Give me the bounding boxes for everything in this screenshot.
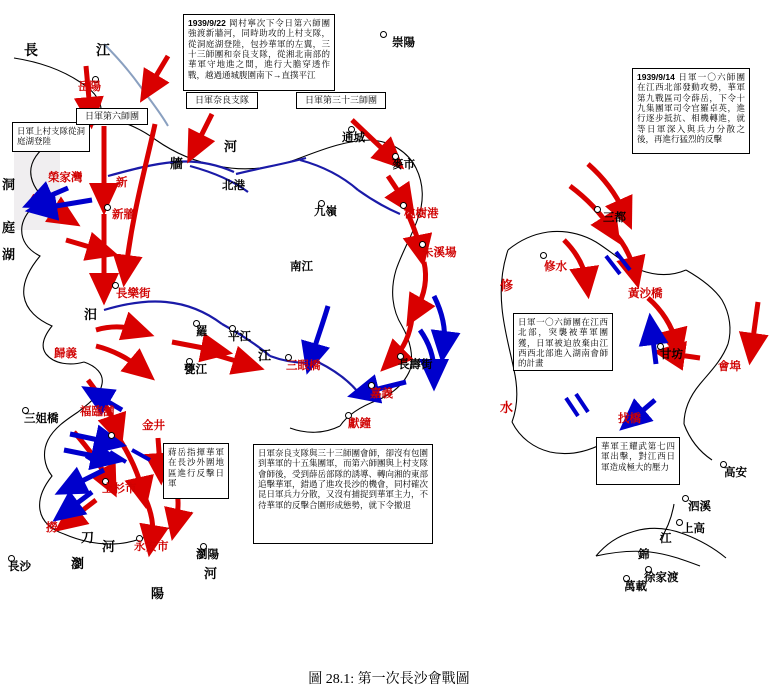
place-label-taoshugang: 桃樹港: [404, 208, 439, 220]
place-label-changshoujie: 長壽街: [398, 359, 433, 371]
place-label-jiayi: 嘉義: [370, 388, 393, 400]
place-label-xianzhong: 獻鐘: [348, 418, 371, 430]
annotation-date: 1939/9/14: [637, 72, 675, 82]
place-dot: [594, 206, 601, 213]
water-label-he2: 河: [102, 539, 116, 554]
place-label-sixi: 泗溪: [688, 501, 711, 513]
place-label-zhuxichang: 朱溪場: [422, 247, 457, 259]
unit-label-33rd-division: 日軍第三十三師團: [296, 92, 386, 109]
place-label-rongjiawan: 榮家灣: [48, 172, 83, 184]
place-label-xinqiang: 新牆: [112, 209, 135, 221]
place-label-changsha: 長沙: [8, 561, 31, 573]
place-label-lao: 撈: [46, 522, 58, 534]
place-label-sanjieqiao: 三姐橋: [24, 413, 59, 425]
place-label-xin: 新: [116, 177, 128, 189]
place-label-sandu: 三都: [603, 212, 626, 224]
annotation-text: 日軍一〇六師團在江西北部發動攻勢，華軍第九戰區司令薛岳，下令十九集團軍司令官羅卓英，進行逐步抵抗、相機轉進，就等日軍深入與兵力分散之後，再進行猛烈的反擊: [637, 72, 745, 145]
water-label-dong: 洞: [2, 177, 16, 192]
place-label-sanyanqiao: 三眼橋: [286, 360, 321, 372]
annotation-text: 日軍奈良支隊與三十三師團會師，卻沒有包圍到華軍的十五集團軍，而第六師團與上村支隊會師後，受到薛岳部隊的誘導、轉向湘的東部追擊華軍，錯過了進攻長沙的機會，同村確次昆日軍兵力分散，又沒有捕捉到華軍主力，不待華軍的反擊合圍形成態勢，就下令撤退: [258, 448, 429, 510]
place-label-guiyi: 歸義: [54, 348, 77, 360]
place-label-maishi: 麥市: [392, 159, 415, 171]
annotation-text: 日軍上村支隊從洞庭湖登陸: [17, 126, 86, 147]
place-dot: [104, 204, 111, 211]
place-label-liuyang-town: 瀏陽: [196, 549, 219, 561]
annotation-wang-yaowu: [596, 437, 680, 485]
place-label-shangshanshi: 上杉市: [102, 483, 137, 495]
annotation-text: 日軍一〇六師團在江西北部，突襲被華軍團獲，日軍被迫放棄由江西西北部進入湖南會師的計畫: [518, 317, 608, 369]
unit-label-6th-division: 日軍第六師團: [76, 108, 148, 125]
place-label-beigang: 北港: [222, 180, 245, 192]
place-label-jiuling: 九嶺: [314, 206, 337, 218]
place-label-yueyang: 岳陽: [78, 81, 101, 93]
place-label-xujiadu: 徐家渡: [644, 572, 679, 584]
water-label-shui: 水: [500, 400, 514, 415]
place-label-ganfang: 甘坊: [660, 349, 683, 361]
place-label-wanzai: 萬載: [624, 581, 647, 593]
place-label-pingjiang: 平江: [228, 331, 251, 343]
water-label-jiang: 江: [96, 42, 110, 58]
place-dot: [108, 432, 115, 439]
water-label-dao: 刀: [81, 530, 95, 545]
annotation-date: 1939/9/22: [188, 18, 226, 28]
place-label-luo: 羅: [196, 326, 208, 338]
place-label-fulinpu: 福臨舖: [80, 406, 115, 418]
water-label-hu: 湖: [2, 247, 16, 262]
place-label-tongcheng: 通城: [342, 132, 365, 144]
place-label-jiang: 江: [660, 533, 672, 545]
place-label-xiushui: 修水: [544, 261, 567, 273]
place-label-huangshaqiao: 黃沙橋: [628, 288, 663, 300]
annotation-okamura-order: [183, 14, 335, 91]
place-label-changlejie: 長樂街: [116, 288, 151, 300]
figure-caption: 圖 28.1: 第一次長沙會戰圖: [308, 672, 470, 687]
place-label-zhaoqiao: 找橋: [618, 413, 641, 425]
annotation-text: 岡村寧次下令日第六師團強渡新牆河，同時助攻的上村支隊，從洞庭湖登陸，包抄華軍的左翼，三十三師團和奈良支隊，從湘北南部的華軍守地進之間，進行大膽穿透作戰，越過通城腹圍南下→直撲平江: [188, 18, 330, 80]
annotation-text: 蔣岳指揮華軍在長沙外圍地區進行反擊日軍: [168, 447, 224, 489]
unit-label-nara-branch: 日軍奈良支隊: [186, 92, 258, 109]
annotation-nara-retreat: [253, 444, 433, 544]
annotation-xueyue-counter: [163, 443, 229, 499]
place-label-wengjiang: 甕江: [184, 364, 207, 376]
water-label-chang: 長: [24, 42, 38, 58]
place-label-gaoan: 高安: [724, 467, 747, 479]
water-label-qiang: 牆: [170, 156, 184, 171]
place-label-jin: 錦: [638, 549, 650, 561]
place-label-huibu: 會埠: [718, 361, 741, 373]
annotation-106-division-plan: [513, 313, 613, 371]
place-label-shanggao: 上高: [682, 523, 705, 535]
water-label-mi: 汨: [84, 307, 98, 322]
place-label-jinjing: 金井: [142, 420, 165, 432]
river-lines-blue: [104, 158, 400, 392]
place-label-yonganshi: 永安市: [134, 541, 169, 553]
place-dot: [380, 31, 387, 38]
annotation-shangcun-branch: [12, 122, 90, 152]
water-label-he: 河: [224, 139, 238, 154]
water-label-yang: 陽: [151, 586, 165, 601]
annotation-text: 華軍王耀武第七四軍出擊，對江西日軍造成極大的壓力: [601, 441, 675, 472]
water-label-xiu: 修: [500, 278, 514, 293]
place-label-chongyang: 崇陽: [392, 37, 415, 49]
water-label-liu: 瀏: [71, 556, 85, 571]
water-label-jiang2: 江: [258, 348, 272, 363]
water-label-ting: 庭: [2, 220, 16, 235]
place-label-nanjiang: 南江: [290, 261, 313, 273]
annotation-okamura-0914: [632, 68, 750, 154]
water-label-he3: 河: [204, 566, 218, 581]
